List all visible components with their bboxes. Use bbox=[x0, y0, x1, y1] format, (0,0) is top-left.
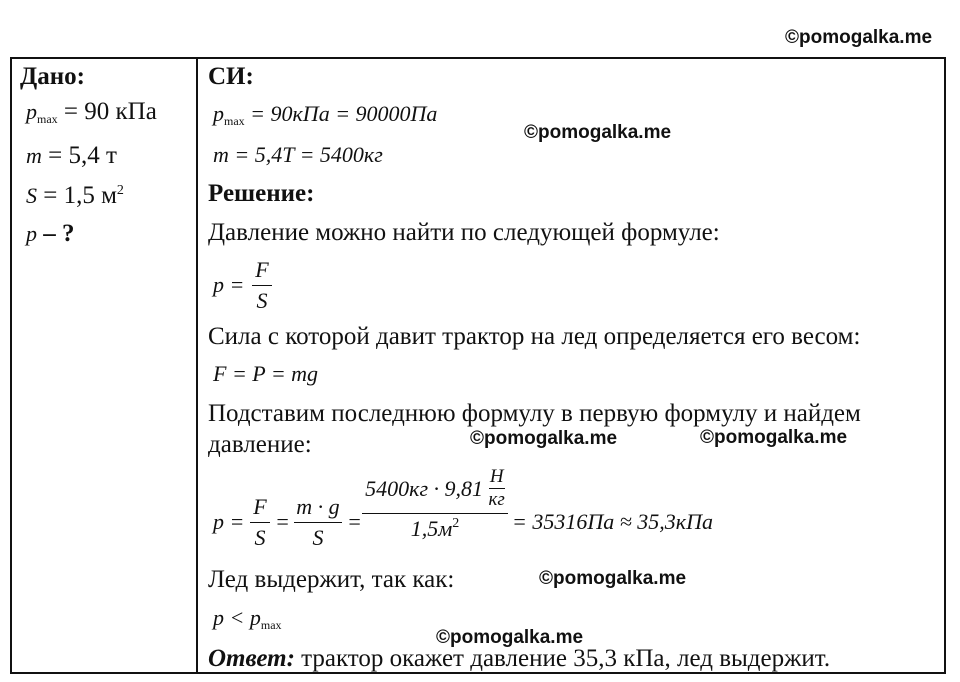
formula-pressure-lhs: p = bbox=[213, 272, 245, 297]
given-area: S = 1,5 $м^2$ bbox=[26, 182, 124, 209]
given-mass: m = 5,4 т bbox=[26, 142, 117, 169]
si-mass: m = 5,4T = 5400кг bbox=[213, 142, 383, 167]
watermark: ©pomogalka.me bbox=[524, 122, 672, 143]
solution-text-3b: давление: bbox=[208, 431, 312, 458]
solution-text-2: Сила с которой давит трактор на лед определяется его весом: bbox=[208, 323, 861, 350]
solution-heading: Решение: bbox=[208, 180, 315, 207]
solution-text-1: Давление можно найти по следующей формуле: bbox=[208, 219, 720, 246]
watermark: ©pomogalka.me bbox=[539, 568, 687, 589]
watermark: ©pomogalka.me bbox=[785, 27, 933, 48]
formula-pressure-fraction: F S bbox=[252, 257, 272, 314]
solution-frame bbox=[10, 57, 946, 674]
formula-calc-eq: = bbox=[275, 509, 290, 534]
formula-comparison: $p < p_{max}$ bbox=[213, 605, 282, 632]
solution-text-4: Лед выдержит, так как: bbox=[208, 566, 455, 593]
si-heading: СИ: bbox=[208, 63, 254, 90]
formula-calc-result: = 35316Па ≈ 35,3кПа bbox=[512, 509, 713, 534]
si-pressure: $p_{max} = 90кПа = 90000Па$ bbox=[213, 101, 438, 128]
formula-force: F = P = mg bbox=[213, 361, 319, 386]
watermark: ©pomogalka.me bbox=[700, 427, 848, 448]
formula-calc-eq: = bbox=[347, 509, 362, 534]
watermark: ©pomogalka.me bbox=[470, 428, 618, 449]
column-divider bbox=[196, 57, 198, 674]
formula-calc-lhs: p = bbox=[213, 509, 245, 534]
watermark: ©pomogalka.me bbox=[436, 627, 584, 648]
given-unknown: p – ? bbox=[26, 220, 75, 247]
given-heading: Дано: bbox=[20, 63, 85, 90]
formula-calc-frac3: 5400кг · 9,81 Н кг $1,5м^2$ bbox=[362, 466, 508, 542]
given-pmax: $p_{max} = 90$ кПа bbox=[26, 98, 157, 126]
answer: Ответ: трактор окажет давление 35,3 кПа, лед выдержит. bbox=[208, 645, 831, 672]
formula-calc-frac2: m · g S bbox=[294, 494, 342, 551]
formula-calc-frac1: F S bbox=[250, 494, 270, 551]
solution-text-3a: Подставим последнюю формулу в первую формулу и найдем bbox=[208, 400, 861, 427]
